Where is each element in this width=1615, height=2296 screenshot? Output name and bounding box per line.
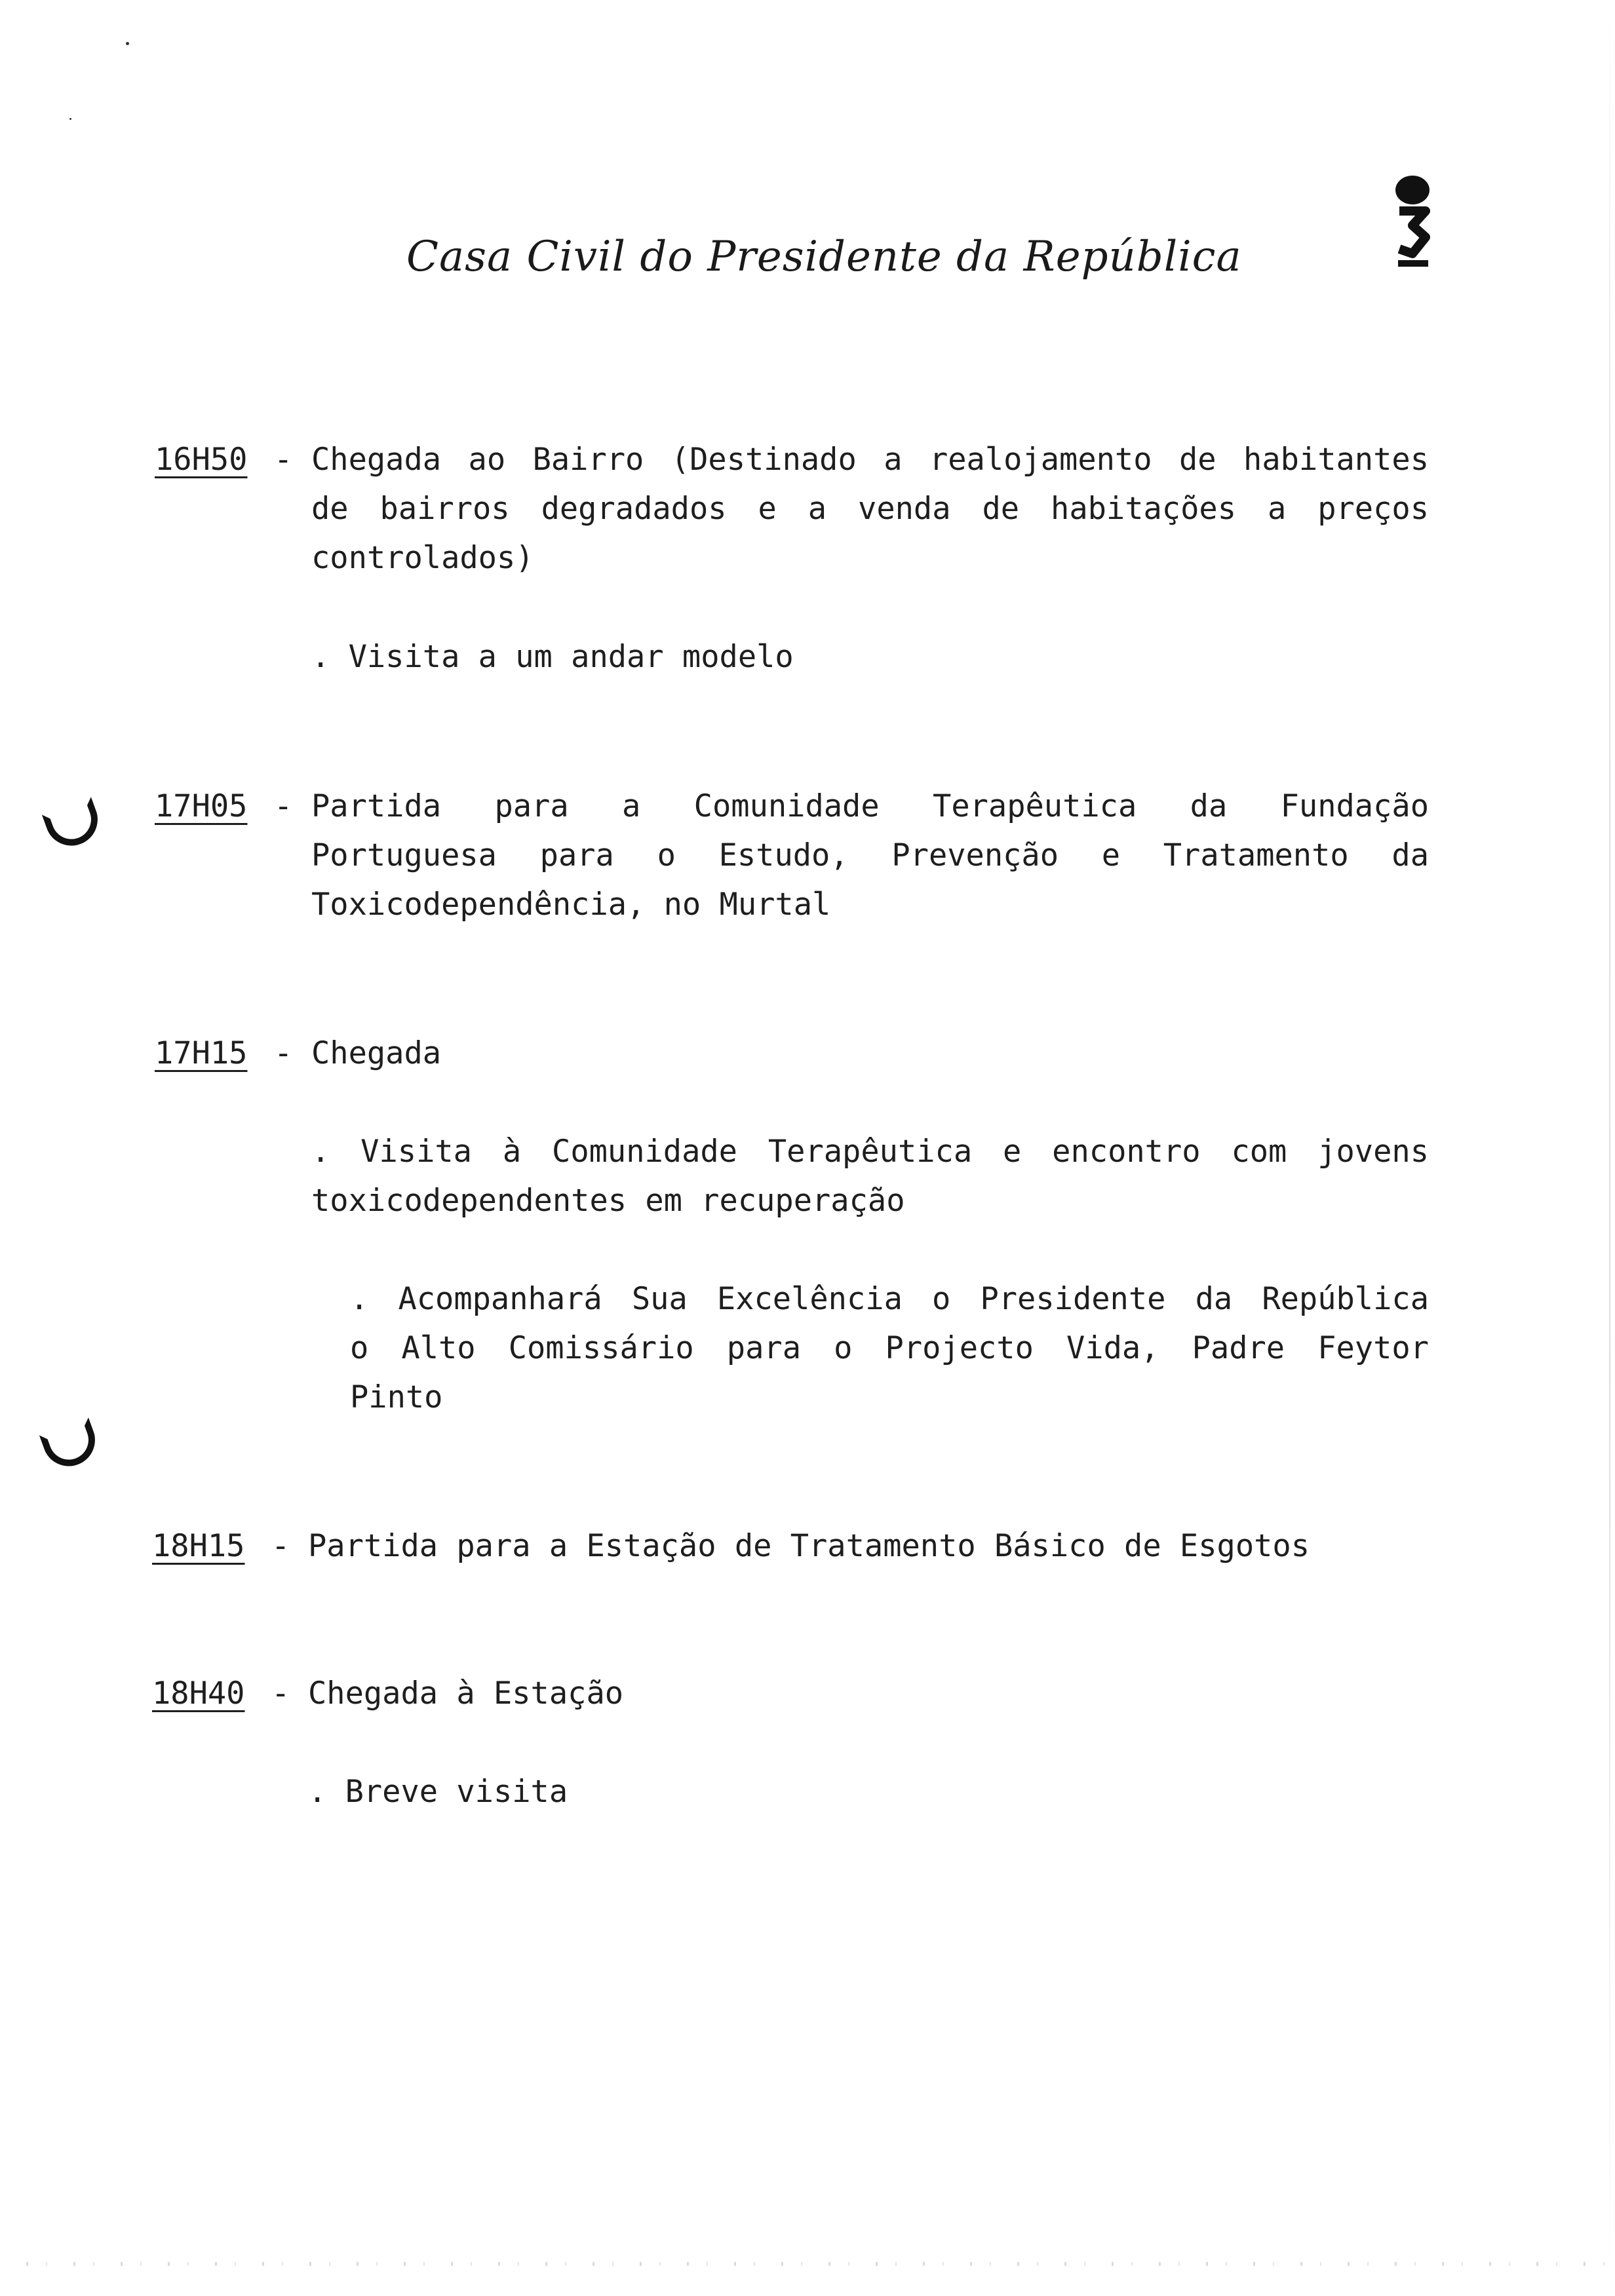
- punch-hole-mark: [42, 797, 105, 853]
- scan-edge: [1609, 0, 1610, 2296]
- entry-time: 18H40: [152, 1675, 245, 1712]
- entry-dash: -: [274, 1035, 293, 1071]
- entry-subsubitem: o Alto Comissário para o Projecto Vida, Padre Feytor: [350, 1330, 1429, 1366]
- entry-subitem: . Breve visita: [308, 1774, 568, 1810]
- entry-time: 17H05: [155, 788, 248, 824]
- entry-text-line: Chegada: [311, 1035, 442, 1071]
- entry-dash: -: [271, 1675, 290, 1712]
- entry-time: 16H50: [155, 442, 248, 478]
- entry-text-line: Partida para a Comunidade Terapêutica da Fundação: [311, 788, 1429, 824]
- entry-subitem: . Visita à Comunidade Terapêutica e encontro com jovens: [311, 1134, 1429, 1170]
- entry-time: 17H15: [155, 1035, 248, 1071]
- scan-speck: [126, 42, 129, 45]
- letterhead: Casa Civil do Presidente da República: [406, 233, 1242, 281]
- entry-text-line: Portuguesa para o Estudo, Prevenção e Tratamento da: [311, 837, 1429, 873]
- entry-text-line: Partida para a Estação de Tratamento Básico de Esgotos: [308, 1528, 1310, 1564]
- entry-time: 18H15: [152, 1528, 245, 1564]
- punch-hole-mark: [39, 1417, 102, 1474]
- entry-subsubitem: . Acompanhará Sua Excelência o Presidente da República: [350, 1281, 1429, 1317]
- entry-text-line: de bairros degradados e a venda de habitações a preços: [311, 491, 1429, 527]
- entry-dash: -: [274, 788, 293, 824]
- entry-subitem: . Visita a um andar modelo: [311, 639, 794, 675]
- entry-subsubitem: Pinto: [350, 1379, 443, 1415]
- page-number-stamp: [1393, 172, 1432, 270]
- entry-text-line: Chegada ao Bairro (Destinado a realojamento de habitantes: [311, 442, 1429, 478]
- entry-subitem: toxicodependentes em recuperação: [311, 1183, 905, 1219]
- entry-text-line: Toxicodependência, no Murtal: [311, 887, 831, 923]
- entry-dash: -: [271, 1528, 290, 1564]
- entry-text-line: Chegada à Estação: [308, 1675, 624, 1712]
- entry-dash: -: [274, 442, 293, 478]
- scan-noise: [0, 2262, 1615, 2266]
- entry-text-line: controlados): [311, 540, 534, 576]
